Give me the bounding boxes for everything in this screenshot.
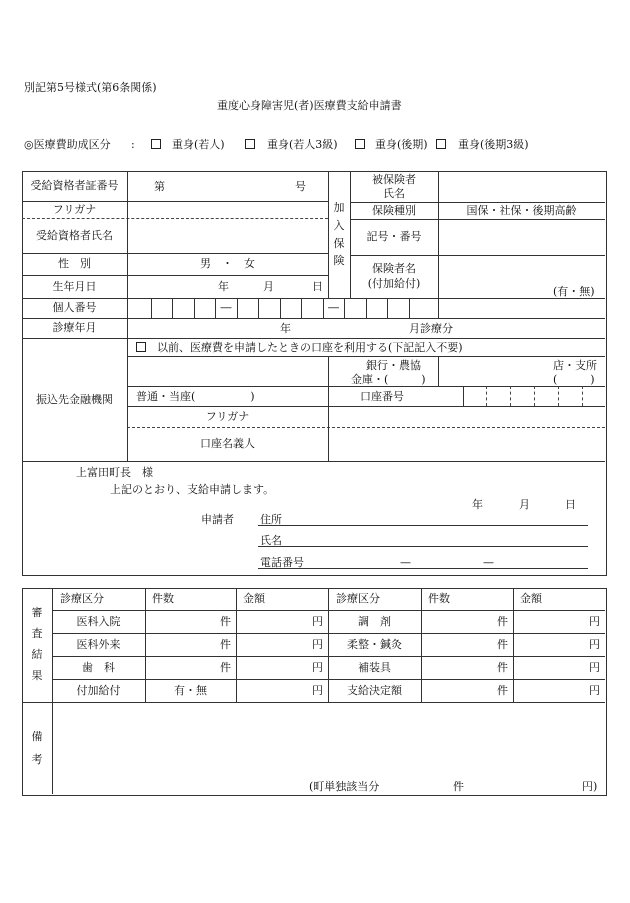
review-row-1-amount-2: 円 — [589, 614, 600, 628]
review-row-1-category-1: 医科入院 — [76, 614, 121, 628]
review-row-4-count-2: 件 — [497, 683, 508, 697]
phone-line[interactable] — [258, 568, 588, 569]
review-header-amount-1: 金額 — [243, 592, 265, 606]
gender-options[interactable]: 男 ・ 女 — [200, 257, 255, 271]
previous-account-checkbox[interactable] — [136, 342, 146, 352]
review-row-4-count-1[interactable]: 有・無 — [174, 683, 207, 697]
review-row-2-category-2: 柔整・鍼灸 — [347, 637, 402, 651]
branch-type-2: ( ) — [553, 373, 595, 386]
review-row-2-amount-1: 円 — [312, 637, 323, 651]
review-row-3-category-2: 補装具 — [358, 660, 391, 674]
review-row-4-amount-1: 円 — [312, 683, 323, 697]
birthdate-label: 生年月日 — [52, 279, 97, 293]
personal-number-dash-1: ― — [220, 301, 232, 315]
review-row-2-count-2: 件 — [497, 637, 508, 651]
address-line[interactable] — [258, 525, 588, 526]
town-only-label: (町単独該当分 — [309, 780, 380, 793]
review-row-3-count-2: 件 — [497, 660, 508, 674]
review-header-count-1: 件数 — [152, 592, 174, 606]
review-row-4-amount-2: 円 — [589, 683, 600, 697]
category-option-1: 重身(若人) — [172, 138, 225, 151]
insurance-type-label: 保険種別 — [372, 203, 416, 217]
category-checkbox-4[interactable] — [436, 139, 446, 149]
form-title: 重度心身障害児(者)医療費支給申請書 — [217, 99, 402, 112]
town-only-count: 件 — [453, 780, 464, 793]
personal-number-label: 個人番号 — [52, 301, 97, 315]
treatment-month-label: 診療年月 — [52, 321, 97, 335]
review-row-3-amount-1: 円 — [312, 660, 323, 674]
application-date-day: 日 — [565, 498, 576, 511]
phone-label: 電話番号 — [260, 556, 304, 569]
insurance-section-label: 加 入 保 険 — [333, 201, 345, 268]
review-row-4-category-1: 付加給付 — [76, 683, 121, 697]
town-only-amount: 円) — [582, 780, 598, 793]
review-row-3-category-1: 歯 科 — [82, 660, 115, 674]
remarks-label: 備 考 — [31, 729, 43, 766]
application-statement: 上記のとおり、支給申請します。 — [110, 483, 275, 496]
bank-type-1: 銀行・農協 — [366, 359, 421, 372]
recipient-cert-label: 受給資格者証番号 — [30, 179, 119, 193]
recipient-cert-suffix: 号 — [295, 180, 306, 193]
category-checkbox-3[interactable] — [355, 139, 365, 149]
category-checkbox-1[interactable] — [151, 139, 161, 149]
symbol-number-label: 記号・番号 — [366, 230, 422, 244]
review-section-label: 審 査 結 果 — [31, 606, 43, 682]
insurer-yes-no[interactable]: (有・無) — [553, 285, 595, 298]
address-label: 住所 — [260, 513, 282, 526]
review-row-2-category-1: 医科外来 — [76, 637, 121, 651]
review-row-2-count-1: 件 — [220, 637, 231, 651]
review-row-1-count-2: 件 — [497, 614, 508, 628]
application-date-month: 月 — [519, 498, 530, 511]
account-type[interactable]: 普通・当座( ) — [136, 390, 255, 403]
bank-type-2: 金庫・( ) — [351, 373, 426, 386]
review-header-count-2: 件数 — [428, 592, 450, 606]
addressee: 上富田町長 様 — [76, 466, 153, 479]
category-option-4: 重身(後期3級) — [458, 138, 529, 151]
insurance-type-value[interactable]: 国保・社保・後期高齢 — [466, 203, 577, 217]
category-label: ◎医療費助成区分 — [24, 138, 111, 151]
branch-type-1: 店・支所 — [553, 359, 597, 372]
form-number: 別記第5号様式(第6条関係) — [24, 81, 157, 94]
recipient-cert-prefix: 第 — [154, 180, 165, 193]
review-row-3-amount-2: 円 — [589, 660, 600, 674]
review-row-1-category-2: 調 剤 — [358, 614, 391, 628]
phone-dash-1: — — [400, 556, 411, 569]
review-row-4-category-2: 支給決定額 — [347, 683, 402, 697]
category-option-2: 重身(若人3級) — [267, 138, 338, 151]
birthdate-year: 年 — [218, 280, 229, 293]
recipient-name-label: 受給資格者氏名 — [36, 228, 113, 242]
applicant-label: 申請者 — [201, 513, 234, 526]
bank-label: 振込先金融機関 — [36, 392, 113, 406]
category-checkbox-2[interactable] — [245, 139, 255, 149]
category-colon: : — [131, 138, 135, 151]
review-row-1-count-1: 件 — [220, 614, 231, 628]
phone-dash-2: — — [483, 556, 494, 569]
name-line[interactable] — [258, 546, 588, 547]
category-option-3: 重身(後期) — [375, 138, 428, 151]
review-header-category-1: 診療区分 — [60, 592, 104, 606]
treatment-month-suffix: 月診療分 — [409, 322, 453, 335]
name-label: 氏名 — [260, 534, 282, 547]
previous-account-text: 以前、医療費を申請したときの口座を利用する(下記記入不要) — [157, 341, 463, 354]
furigana-label: フリガナ — [52, 202, 97, 216]
insurer-name-label: 保険者名 (付加給付) — [367, 262, 421, 290]
personal-number-dash-2: ― — [328, 301, 339, 315]
review-row-2-amount-2: 円 — [589, 637, 600, 651]
account-holder-label: 口座名義人 — [200, 437, 255, 451]
insured-name-label: 被保険者 氏名 — [372, 173, 416, 200]
account-furigana-label: フリガナ — [205, 409, 250, 423]
review-header-category-2: 診療区分 — [336, 592, 380, 606]
treatment-year: 年 — [280, 322, 291, 335]
review-row-1-amount-1: 円 — [312, 614, 323, 628]
birthdate-month: 月 — [263, 280, 274, 293]
account-number-label: 口座番号 — [360, 390, 404, 403]
birthdate-day: 日 — [312, 280, 323, 293]
application-date-year: 年 — [472, 498, 483, 511]
review-row-3-count-1: 件 — [220, 660, 231, 674]
review-header-amount-2: 金額 — [520, 592, 542, 606]
gender-label: 性 別 — [58, 257, 91, 271]
